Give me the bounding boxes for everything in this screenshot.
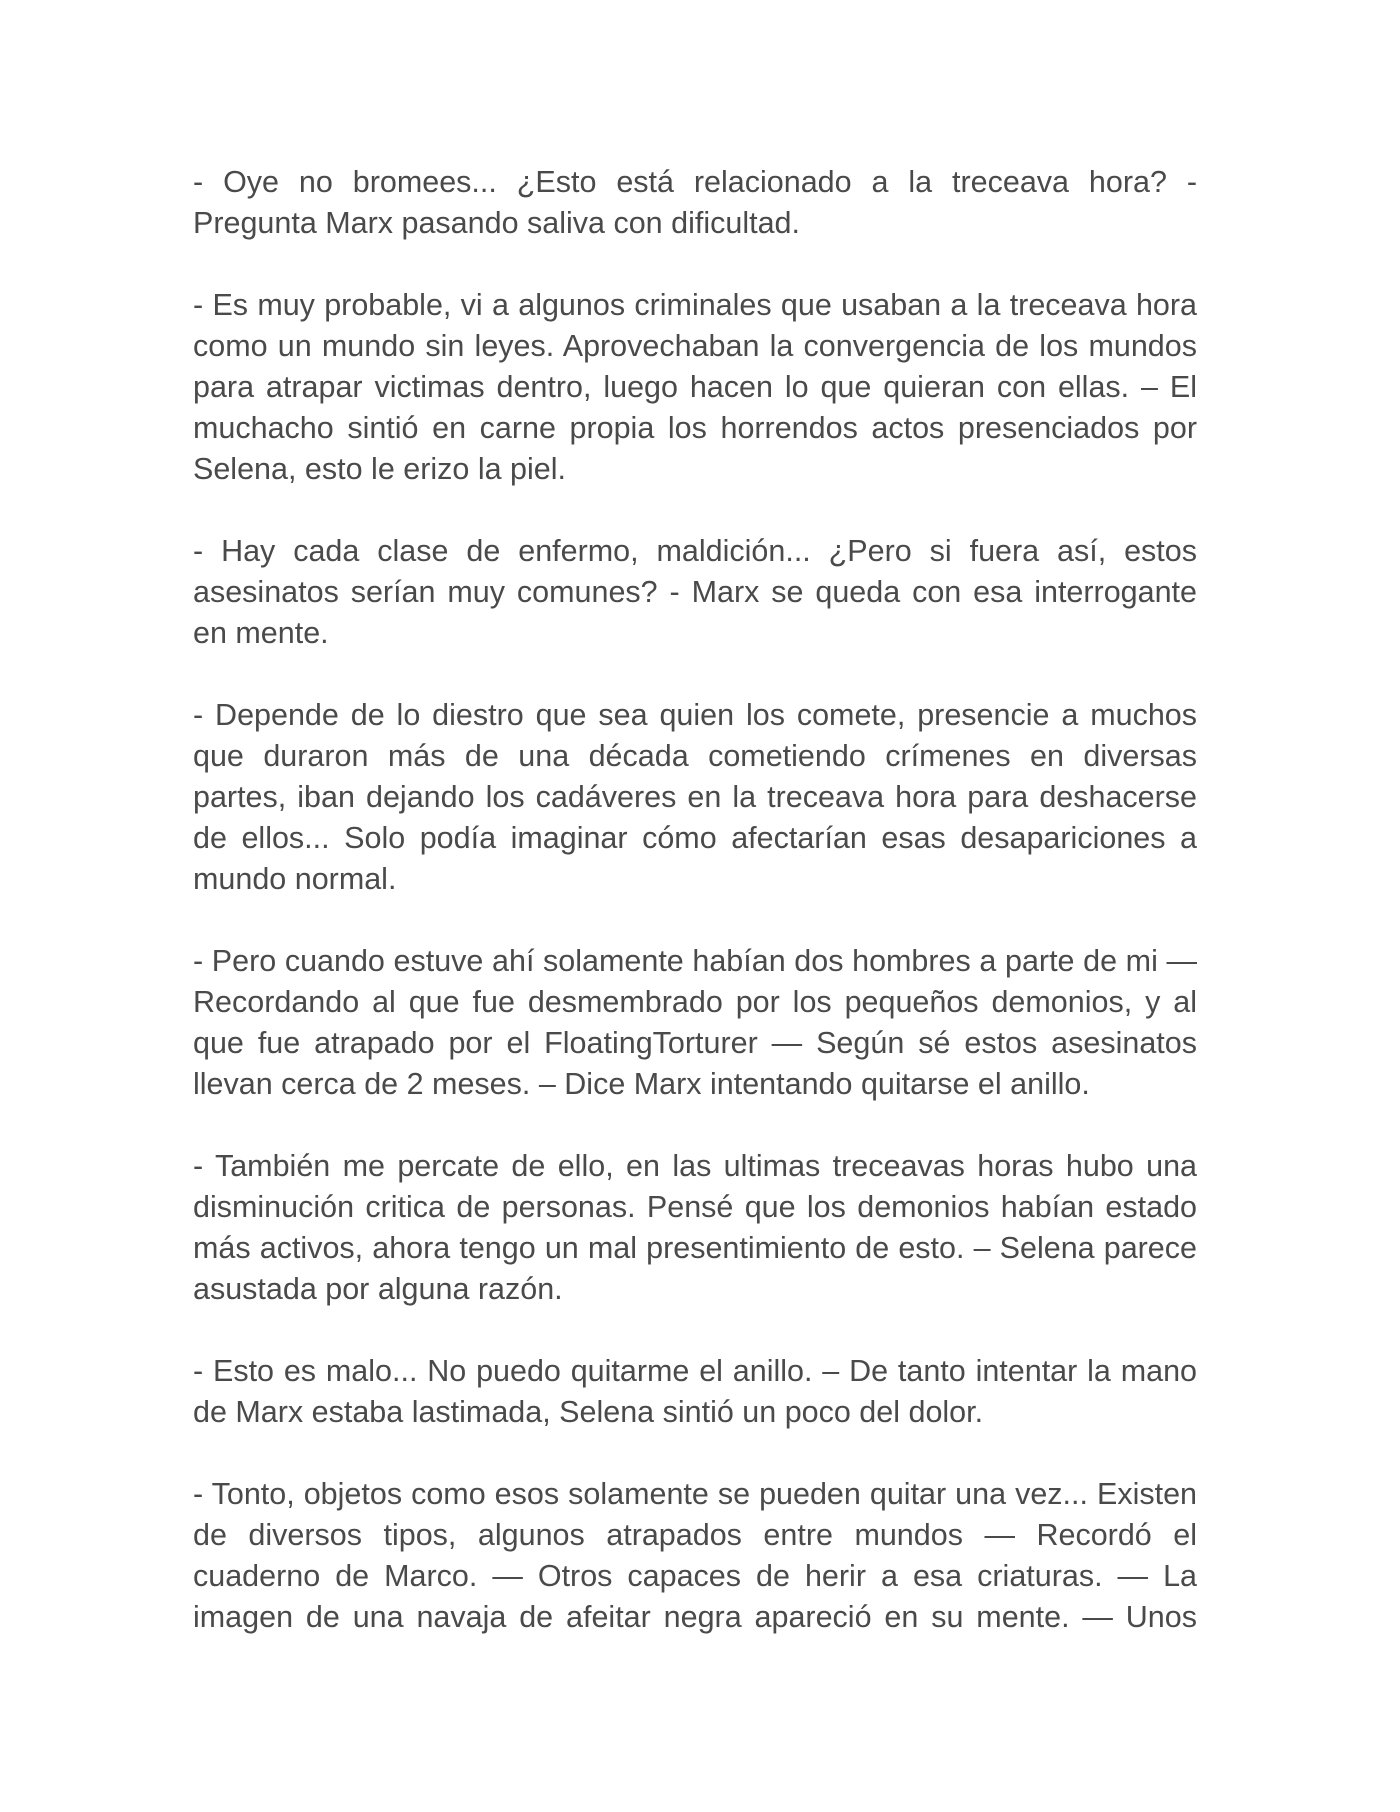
paragraph: - Es muy probable, vi a algunos criminales que usaban a la treceava hora como un mundo sin leyes. Aprovechaban la convergencia de los mundos para atrapar victimas dentro, luego hacen lo que quieran con ellas. – El muchacho sintió en carne propia los horrendos actos presenciados por Selena, esto le erizo la piel. xyxy=(193,288,1197,486)
paragraph: - Hay cada clase de enfermo, maldición... ¿Pero si fuera así, estos asesinatos serían muy comunes? - Marx se queda con esa interrogante en mente. xyxy=(193,534,1197,650)
paragraph: - Pero cuando estuve ahí solamente habían dos hombres a parte de mi — Recordando al que fue desmembrado por los pequeños demonios, y al que fue atrapado por el FloatingTorturer — Según sé estos asesinatos llevan cerca de 2 meses. – Dice Marx intentando quitarse el anillo. xyxy=(193,944,1197,1101)
paragraph: - Tonto, objetos como esos solamente se pueden quitar una vez... Existen de diversos tipos, algunos atrapados entre mundos — Recordó el cuaderno de Marco. — Otros capaces de herir a esa criaturas. — La imagen de una navaja de afeitar negra apareció en su mente. — Unos xyxy=(193,1477,1197,1634)
paragraph: - Depende de lo diestro que sea quien los comete, presencie a muchos que duraron más de una década cometiendo crímenes en diversas partes, iban dejando los cadáveres en la treceava hora para deshacerse de ellos... Solo podía imaginar cómo afectarían esas desapariciones a mundo normal. xyxy=(193,698,1197,896)
paragraph: - Esto es malo... No puedo quitarme el anillo. – De tanto intentar la mano de Marx estaba lastimada, Selena sintió un poco del dolor. xyxy=(193,1354,1197,1429)
paragraph: - También me percate de ello, en las ultimas treceavas horas hubo una disminución critica de personas. Pensé que los demonios habían estado más activos, ahora tengo un mal presentimiento de esto. – Selena parece asustada por alguna razón. xyxy=(193,1149,1197,1306)
document-body xyxy=(193,162,1197,1638)
paragraph: - Oye no bromees... ¿Esto está relacionado a la treceava hora? - Pregunta Marx pasando saliva con dificultad. xyxy=(193,165,1197,240)
